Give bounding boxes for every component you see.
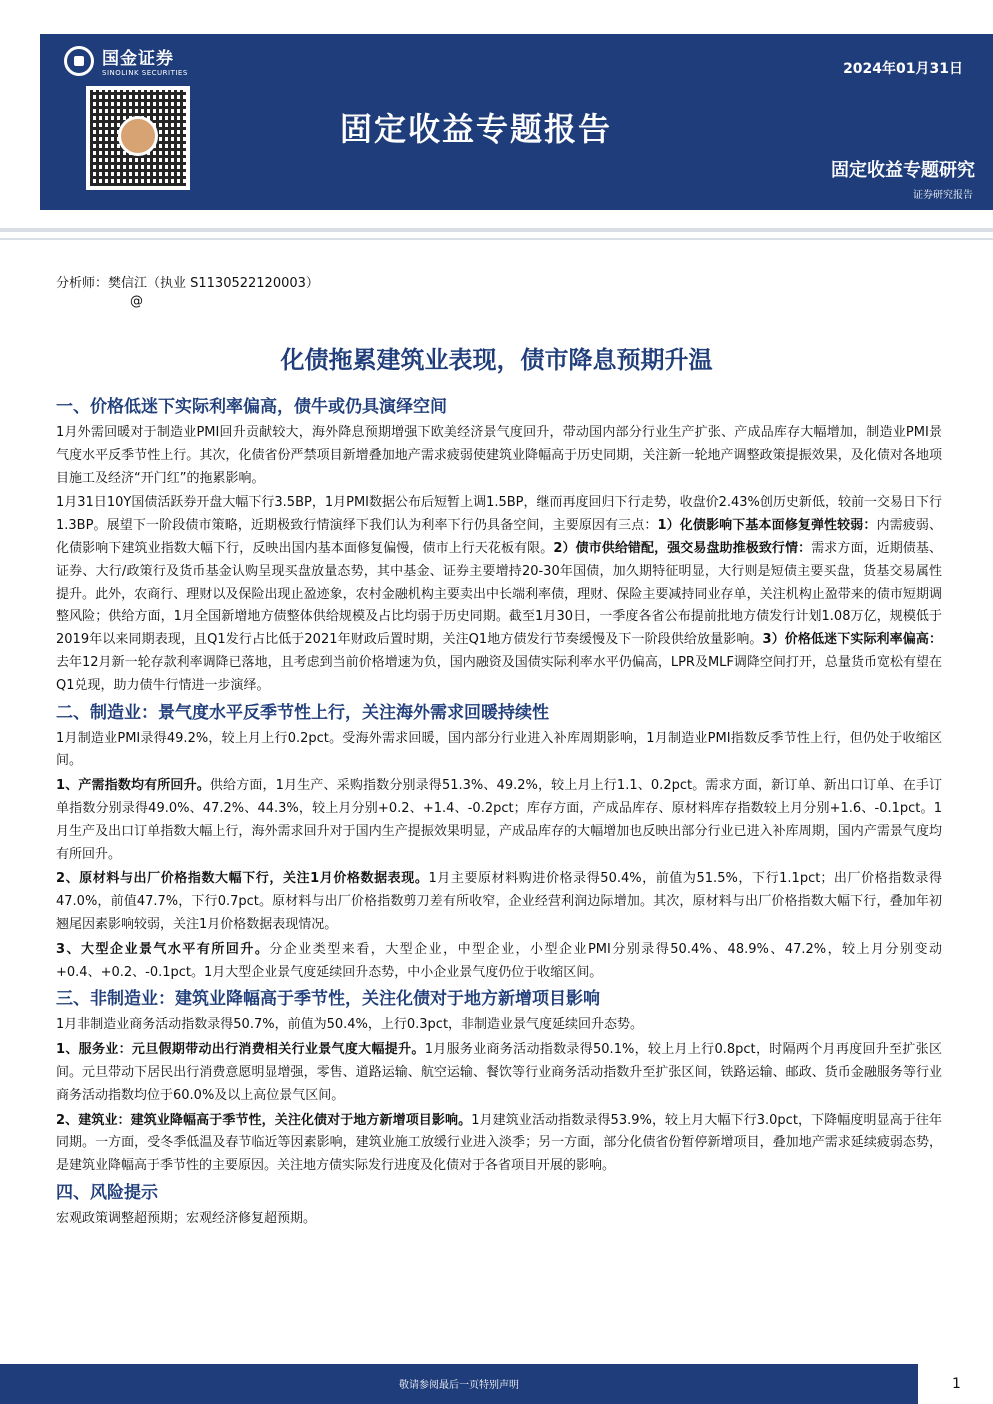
report-title: 固定收益专题报告	[340, 110, 613, 148]
section-heading: 四、风险提示	[56, 1182, 158, 1203]
qr-center-avatar	[118, 116, 158, 156]
paragraph	[56, 492, 942, 697]
bold-phrase: 3）价格低迷下实际利率偏高：	[762, 632, 942, 648]
text-run: 1月外需回暖对于制造业PMI回升贡献较大，海外降息预期增强下欧美经济景气度回升，带动国内部分行业生产扩张、产成品库存大幅增加，制造业PMI景气度水平反季节性上行。其次，化债省份严禁项目新增叠加地产需求疲弱使建筑业降幅高于历史同期，关注新一轮地产调整政策提振效果，及化债对各地项目施工及经济“开门红”的拖累影响。	[56, 425, 942, 486]
bold-phrase: 1）化债影响下基本面修复弹性较弱：	[657, 518, 877, 534]
text-run: 1月非制造业商务活动指数录得50.7%，前值为50.4%，上行0.3pct，非制造业景气度延续回升态势。	[56, 1017, 644, 1033]
report-header	[0, 0, 993, 250]
paragraph	[56, 775, 942, 866]
paragraph	[56, 1208, 942, 1231]
text-run: 1月主要原材料购进价格录得50.4%，前值为51.5%，下行1.1pct；出厂价格指数录得47.0%，前值47.7%，下行0.7pct。原材料与出厂价格指数剪刀差有所收窄，企业经营利润边际增加。其次，原材料与出厂价格指数大幅下行，叠加年初翘尾因素影响较弱，关注1月价格数据表现情况。	[56, 871, 942, 932]
text-run: 1月31日10Y国债活跃券开盘大幅下行3.5BP，1月PMI数据公布后短暂上调1.5BP，继而再度回归下行走势，收盘价2.43%创历史新低，较前一交易日下行1.3BP。展望下一阶段债市策略，近期极致行情演绎下我们认为利率下行仍具备空间，主要原因有三点：	[56, 495, 942, 534]
report-date: 2024年01月31日	[843, 61, 963, 77]
page-number: 1	[952, 1376, 961, 1392]
text-run: 1月制造业PMI录得49.2%，较上月上行0.2pct。受海外需求回暖，国内部分行业进入补库周期影响，1月制造业PMI指数反季节性上行，但仍处于收缩区间。	[56, 730, 942, 769]
bold-phrase: 1、产需指数均有所回升。	[56, 778, 210, 794]
logo-cn-text: 国金证券	[102, 49, 174, 69]
paragraph	[56, 939, 942, 985]
text-run: 需求方面，近期债基、证券、大行/政策行及货币基金认购呈现买盘放量态势，其中基金、证券主要增持20-30年国债，加久期特征明显，大行则是短债主要买盘，货基交易属性提升。此外，农商行、理财以及保险出现止盈迹象，农村金融机构主要卖出中长端利率债，理财、保险主要减持同业存单，关注机构止盈带来的债市短期调整风险；供给方面，1月全国新增地方债整体供给规模及占比均弱于历史同期。截至1月30日，一季度各省公布提前批地方债发行计划1.08万亿，规模低于2019年以来同期表现，且Q1发行占比低于2021年财政后置时期，关注Q1地方债发行节奏缓慢及下一阶段供给放量影响。	[56, 540, 942, 648]
bold-phrase: 2）债市供给错配，强交易盘助推极致行情：	[553, 540, 812, 556]
report-type: 证券研究报告	[913, 190, 973, 201]
text-run: 1月服务业商务活动指数录得50.1%，较上月上行0.8pct，时隔两个月再度回升至扩张区间。元旦带动下居民出行消费意愿明显增强，零售、道路运输、航空运输、餐饮等行业商务活动指数升至扩张区间，铁路运输、邮政、货币金融服务等行业商务活动指数均位于60.0%及以上高位景气区间。	[56, 1042, 942, 1103]
company-logo	[64, 44, 188, 77]
text-run: 1月建筑业活动指数录得53.9%，较上月大幅下行3.0pct，下降幅度明显高于往年同期。一方面，受冬季低温及春节临近等因素影响，建筑业施工放缓行业进入淡季；另一方面，部分化债省份暂停新增项目，叠加地产需求延续疲弱态势，是建筑业降幅高于季节性的主要原因。关注地方债实际发行进度及化债对于各省项目开展的影响。	[56, 1112, 942, 1174]
paragraph	[56, 1014, 942, 1037]
analyst-email: @	[130, 294, 143, 309]
paragraph	[56, 422, 942, 490]
bold-phrase: 2、建筑业：建筑业降幅高于季节性，关注化债对于地方新增项目影响。	[56, 1112, 472, 1128]
section-heading: 三、非制造业：建筑业降幅高于季节性，关注化债对于地方新增项目影响	[56, 989, 600, 1010]
text-run: 供给方面，1月生产、采购指数分别录得51.3%、49.2%，较上月上行1.1、0.2pct。需求方面，新订单、新出口订单、在手订单指数分别录得49.0%、47.2%、44.3%，较上月分别+0.2、+1.4、-0.2pct；库存方面，产成品库存、原材料库存指数较上月分别+1.6、-0.1pct。1月生产及出口订单指数大幅上行，海外需求回升对于国内生产提振效果明显，产成品库存的大幅增加也反映出部分行业已进入补库周期，国内产需景气度均有所回升。	[56, 778, 943, 862]
section-heading: 二、制造业：景气度水平反季节性上行，关注海外需求回暖持续性	[56, 702, 549, 723]
text-run: 分企业类型来看，大型企业，中型企业，小型企业PMI分别录得50.4%、48.9%、47.2%，较上月分别变动+0.4、+0.2、-0.1pct。1月大型企业景气度延续回升态势，中小企业景气度仍位于收缩区间。	[56, 941, 942, 980]
paragraph	[56, 868, 942, 936]
qr-code	[86, 86, 190, 190]
header-divider-thin	[0, 238, 993, 240]
logo-icon	[64, 46, 94, 76]
article-title: 化债拖累建筑业表现，债市降息预期升温	[280, 346, 713, 374]
footer-disclaimer: 敬请参阅最后一页特别声明	[399, 1380, 519, 1391]
text-run: 去年12月新一轮存款利率调降已落地，且考虑到当前价格增速为负，国内融资及国债实际利率水平仍偏高，LPR及MLF调降空间打开，总量货币宽松有望在Q1兑现，助力债牛行情进一步演绎。	[56, 654, 942, 693]
header-divider	[0, 228, 993, 232]
text-run: 宏观政策调整超预期；宏观经济修复超预期。	[56, 1210, 317, 1226]
bold-phrase: 1、服务业：元旦假期带动出行消费相关行业景气度大幅提升。	[56, 1042, 425, 1058]
analyst-info: 分析师：樊信江（执业 S1130522120003）	[56, 276, 319, 291]
paragraph	[56, 1110, 942, 1178]
paragraph	[56, 1039, 942, 1107]
report-category: 固定收益专题研究	[831, 160, 975, 181]
section-heading: 一、价格低迷下实际利率偏高，债牛或仍具演绎空间	[56, 397, 447, 417]
report-body	[56, 394, 942, 1233]
paragraph	[56, 728, 942, 774]
bold-phrase: 2、原材料与出厂价格指数大幅下行，关注1月价格数据表现。	[56, 871, 429, 887]
bold-phrase: 3、大型企业景气水平有所回升。	[56, 941, 270, 957]
logo-en-text: SINOLINK SECURITIES	[102, 69, 188, 77]
text-run: 内需疲弱、化债影响下建筑业指数大幅下行，反映出国内基本面修复偏慢，债市上行天花板有限。	[56, 518, 942, 556]
